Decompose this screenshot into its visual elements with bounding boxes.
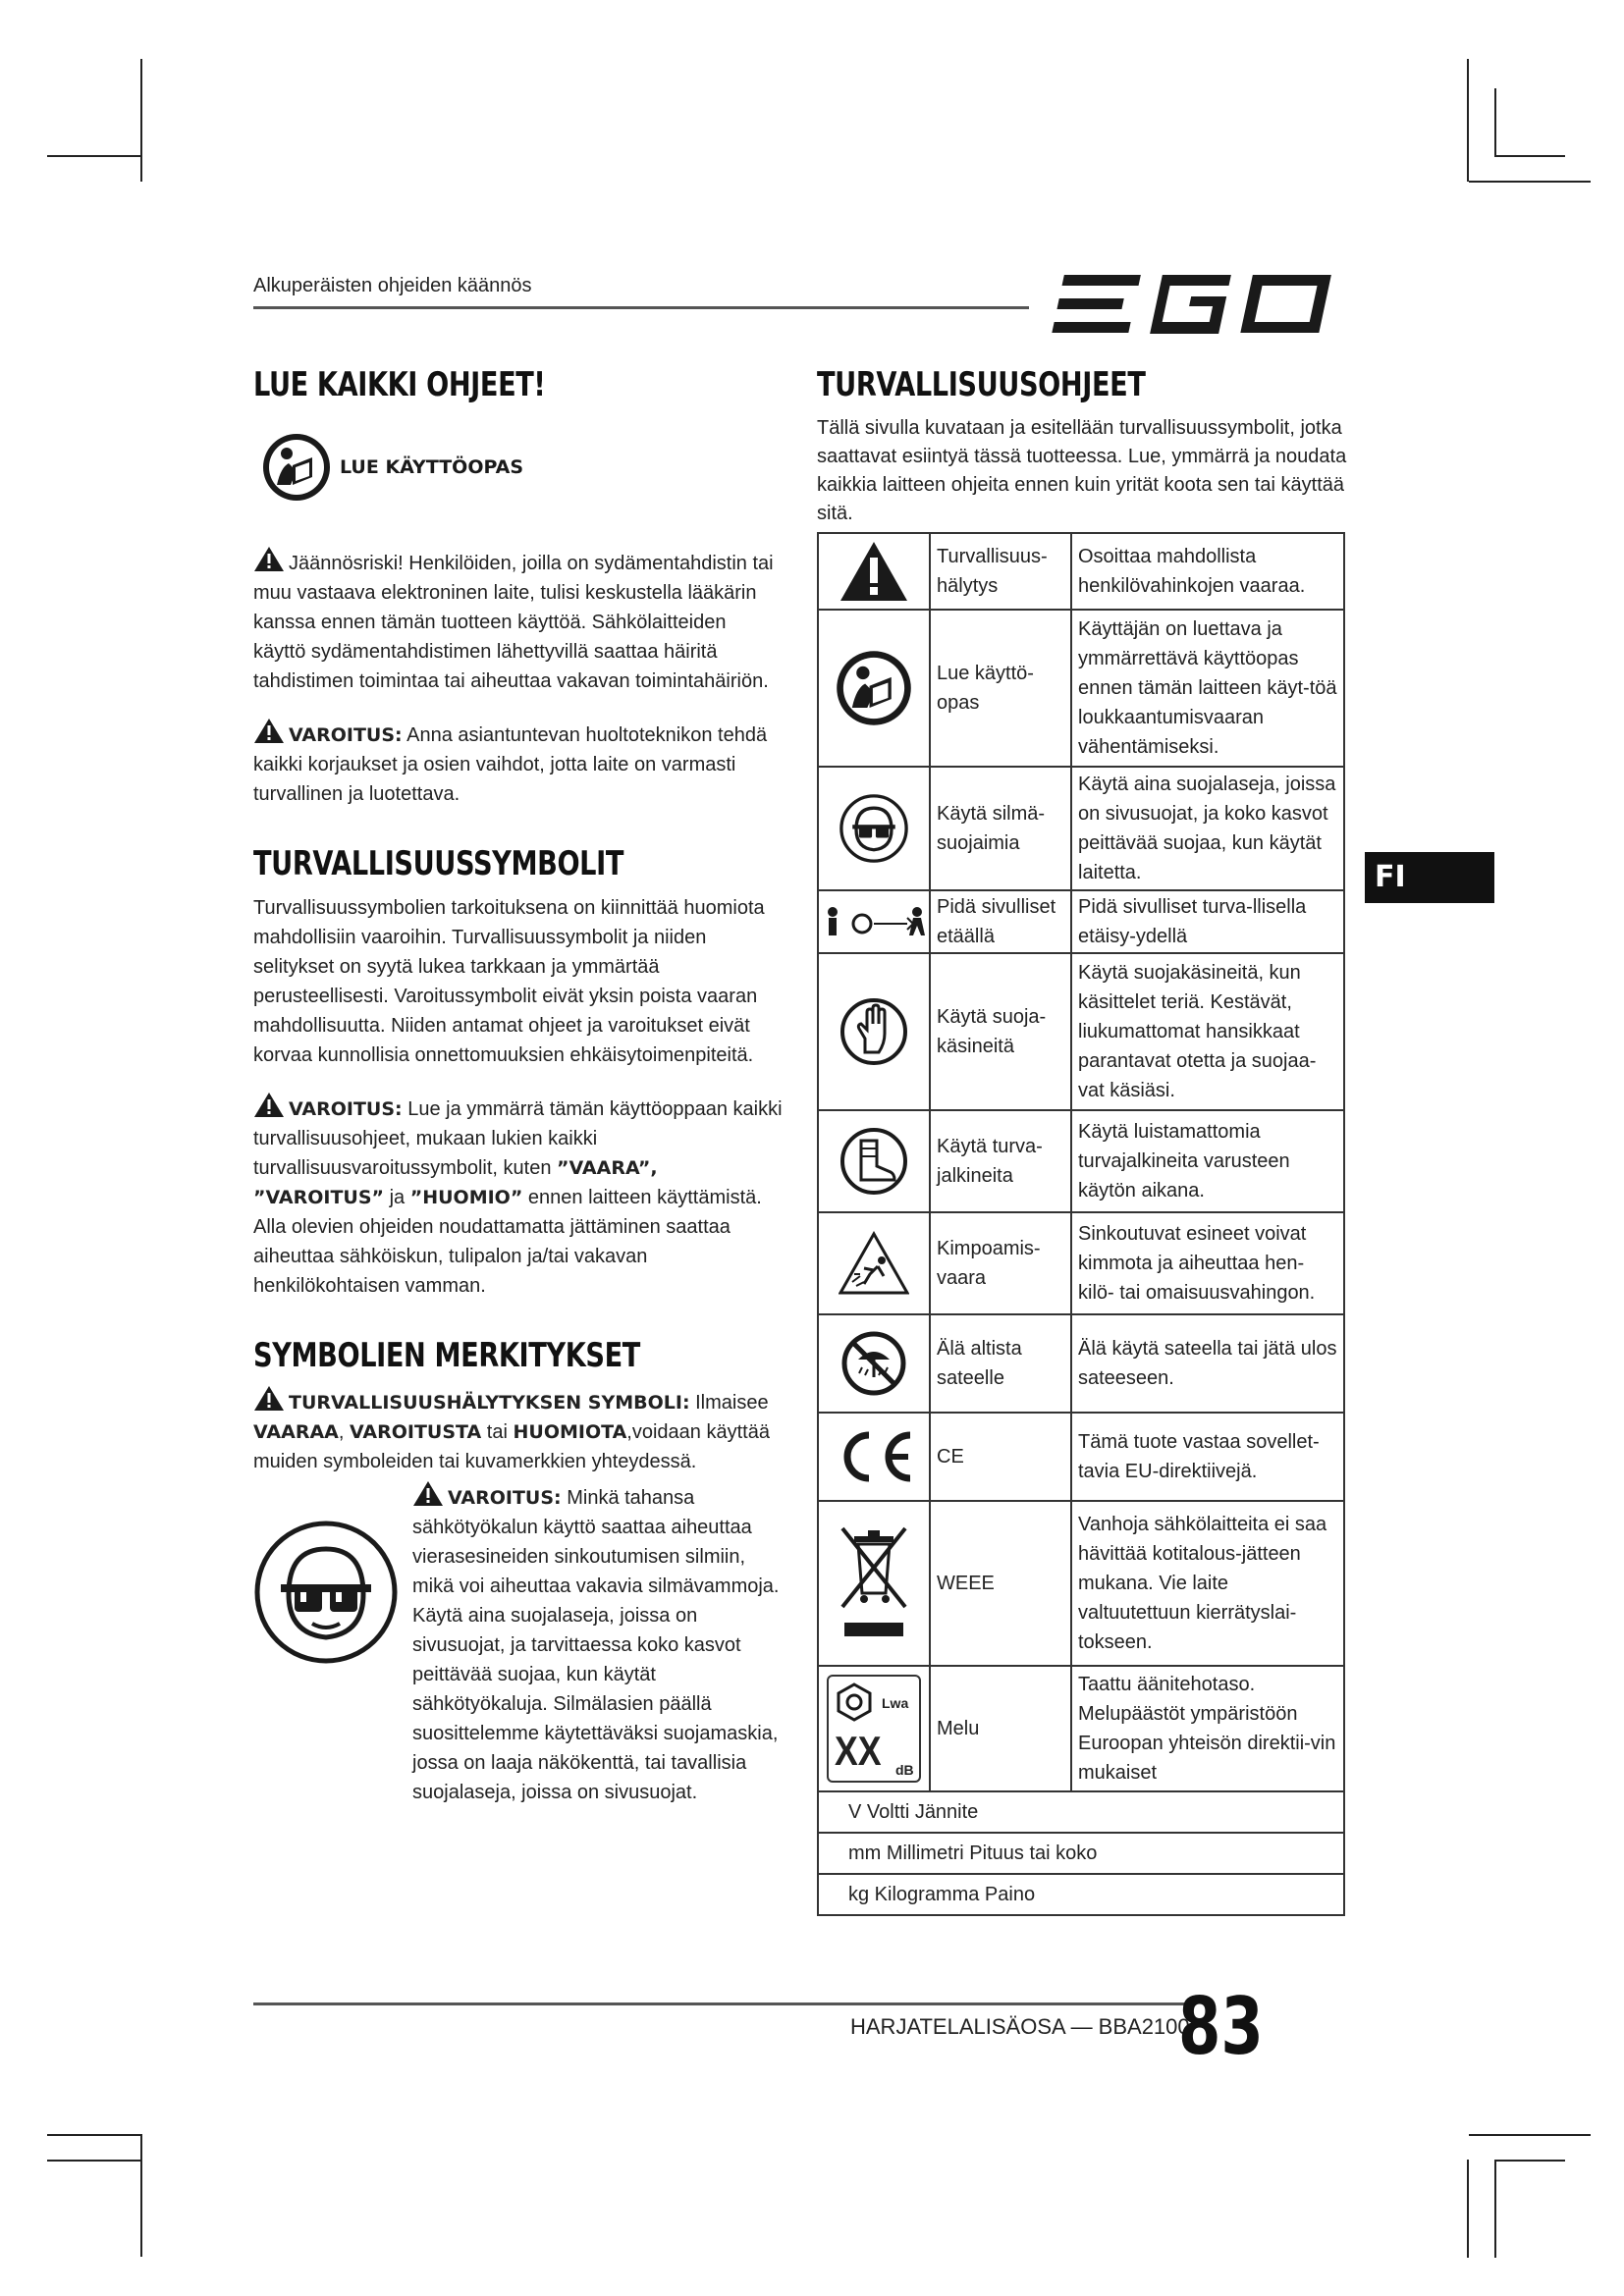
warning-repair-paragraph xyxy=(253,718,784,809)
symbol-desc: Käytä luistamattomia turvajalkineita varusteen käytön aikana. xyxy=(1071,1110,1344,1212)
heading-safety-symbols: TURVALLISUUSSYMBOLIT xyxy=(253,844,623,883)
crop-mark xyxy=(1494,2160,1565,2162)
symbol-desc: Sinkoutuvat esineet voivat kimmota ja aiheuttaa hen-kilö- tai omaisuusvahingon. xyxy=(1071,1212,1344,1314)
symbol-name: Lue käyttö-opas xyxy=(930,610,1071,767)
crop-mark xyxy=(1494,2160,1496,2258)
read-manual-badge xyxy=(261,432,784,503)
weee-bin-icon xyxy=(835,1515,913,1652)
header-subtitle: Alkuperäisten ohjeiden käännös xyxy=(253,275,532,296)
ego-logo xyxy=(1049,265,1343,344)
caution-term: ”HUOMIO” xyxy=(409,1187,523,1208)
unit-row-mm: mm Millimetri Pituus tai koko xyxy=(818,1833,1344,1874)
alert-symbol-paragraph: TURVALLISUUSHÄLYTYKSEN SYMBOLI: Ilmaisee VAARAA, VAROITUSTA tai HUOMIOTA,voidaan käyttää muiden symboleiden tai kuvamerkkien yhteydessä. xyxy=(253,1385,784,1476)
noise-level-icon xyxy=(827,1675,921,1783)
symbol-desc: Älä käytä sateella tai jätä ulos sateeseen. xyxy=(1071,1314,1344,1413)
crop-mark xyxy=(47,2160,141,2162)
symbol-name: Käytä silmä-suojaimia xyxy=(930,767,1071,890)
symbol-cell xyxy=(818,1110,930,1212)
table-row xyxy=(818,1666,1344,1791)
symbol-cell xyxy=(818,953,930,1110)
crop-mark xyxy=(47,2134,141,2136)
symbol-cell xyxy=(818,1666,930,1791)
symbol-cell xyxy=(818,1314,930,1413)
warning-repair-text: Anna asiantuntevan huoltoteknikon tehdä kaikki korjaukset ja osien vaihdot, jotta laite on varmasti turvallinen ja luotettava. xyxy=(253,724,768,805)
table-row xyxy=(818,1791,1344,1833)
symbol-name: Turvallisuus-hälytys xyxy=(930,533,1071,610)
alert-symbol-text-c: ,voidaan käyttää muiden symboleiden tai kuvamerkkien yhteydessä. xyxy=(253,1421,770,1472)
crop-mark xyxy=(1469,2134,1591,2136)
symbol-cell xyxy=(818,890,930,953)
symbol-name: WEEE xyxy=(930,1501,1071,1666)
warning-triangle-icon xyxy=(253,546,285,572)
warning-triangle-icon xyxy=(253,718,285,744)
table-row xyxy=(818,1212,1344,1314)
danger-term: VAARAA xyxy=(253,1421,339,1443)
crop-mark xyxy=(1469,181,1591,183)
noise-value: XX xyxy=(835,1728,882,1774)
table-row xyxy=(818,1874,1344,1915)
residual-risk-text: Jäännösriski! Henkilöiden, joilla on sydämentahdistin tai muu vastaava elektroninen laite, tulisi keskustella lääkärin kanssa ennen tämän tuotteen käyttöä. Sähkölaitteiden käyttö sydämentahdistimen lähettyvillä saattaa häiritä tahdistimen toimintaa tai aiheuttaa vakavan toimintahäiriön. xyxy=(253,553,774,692)
table-row xyxy=(818,1501,1344,1666)
table-row xyxy=(818,1314,1344,1413)
symbol-name: Melu xyxy=(930,1666,1071,1791)
symbol-cell xyxy=(818,610,930,767)
bystander-distance-icon xyxy=(823,902,925,941)
warning-term: VAROITUSTA xyxy=(350,1421,482,1443)
crop-mark xyxy=(140,59,142,182)
alert-triangle-icon xyxy=(839,540,909,603)
gloves-icon xyxy=(839,997,908,1066)
residual-risk-paragraph xyxy=(253,546,784,696)
eye-warning-icon-wrap xyxy=(253,1480,401,1807)
symbol-name: Pidä sivulliset etäällä xyxy=(930,890,1071,953)
warning-label: VAROITUS: xyxy=(289,1098,403,1120)
ricochet-icon xyxy=(839,1231,909,1296)
symbol-cell xyxy=(818,533,930,610)
symbol-cell xyxy=(818,1212,930,1314)
heading-safety-instructions: TURVALLISUUSOHJEET xyxy=(817,365,1146,404)
warning-read-text-c: ennen laitteen käyttämistä. Alla olevien ohjeiden noudattamatta jättäminen saattaa aiheuttaa sähköiskun, tulipalon ja/tai vakavan henkilökohtaisen vamman. xyxy=(253,1187,762,1297)
symbol-desc: Vanhoja sähkölaitteita ei saa hävittää kotitalous-jätteen mukana. Vie laite valtuutettuun kierrätyslai-tokseen. xyxy=(1071,1501,1344,1666)
crop-mark xyxy=(1494,155,1565,157)
noise-unit: dB xyxy=(895,1762,914,1778)
alert-symbol-text-a: Ilmaisee xyxy=(695,1392,769,1414)
conjunction: ja xyxy=(389,1187,406,1208)
caution-term: HUOMIOTA xyxy=(513,1421,627,1443)
eye-warning-paragraph xyxy=(412,1480,784,1807)
header-rule xyxy=(253,306,1029,309)
table-row xyxy=(818,767,1344,890)
eye-protection-icon xyxy=(839,794,908,863)
symbol-name: Älä altista sateelle xyxy=(930,1314,1071,1413)
hex-nut-icon xyxy=(835,1682,874,1722)
warning-label: VAROITUS: xyxy=(289,724,403,746)
heading-symbol-meanings: SYMBOLIEN MERKITYKSET xyxy=(253,1336,640,1375)
symbol-desc: Käytä aina suojalaseja, joissa on sivusuojat, ja koko kasvot peittävää suojaa, kun käytät laitetta. xyxy=(1071,767,1344,890)
symbol-cell xyxy=(818,1413,930,1501)
symbol-desc: Käyttäjän on luettava ja ymmärrettävä käyttöopas ennen tämän laitteen käyt-töä loukkaantumisvaaran vähentämiseksi. xyxy=(1071,610,1344,767)
right-column xyxy=(817,365,1347,1916)
table-row xyxy=(818,953,1344,1110)
no-rain-icon xyxy=(840,1330,907,1397)
eye-warning-block xyxy=(253,1480,784,1807)
warning-read-text-a: Lue ja ymmärrä tämän käyttöoppaan kaikki turvallisuusohjeet, mukaan lukien kaikki turvallisuusvaroitussymbolit, kuten xyxy=(253,1098,783,1179)
read-manual-label: LUE KÄYTTÖOPAS xyxy=(340,456,524,478)
symbol-desc: Taattu äänitehotaso. Melupäästöt ympäristöön Euroopan yhteisön direktii-vin mukaiset xyxy=(1071,1666,1344,1791)
crop-mark xyxy=(1467,59,1469,182)
symbol-name: Kimpoamis-vaara xyxy=(930,1212,1071,1314)
table-row xyxy=(818,1110,1344,1212)
ce-mark-icon xyxy=(830,1427,918,1486)
crop-mark xyxy=(140,2134,142,2257)
safety-intro-paragraph: Tällä sivulla kuvataan ja esitellään turvallisuussymbolit, jotka saattavat esiintyä tässä tuotteessa. Lue, ymmärrä ja noudata kaikkia laitteen ohjeita ennen kuin yrität koota sen tai käyttää sitä. xyxy=(817,417,1347,524)
symbol-desc: Tämä tuote vastaa sovellet-tavia EU-direktiivejä. xyxy=(1071,1413,1344,1501)
symbol-name: CE xyxy=(930,1413,1071,1501)
symbol-desc: Käytä suojakäsineitä, kun käsittelet teriä. Kestävät, liukumattomat hansikkaat parantavat otetta ja suojaa-vat käsiäsi. xyxy=(1071,953,1344,1110)
eye-warning-text: Minkä tahansa sähkötyökalun käyttö saattaa aiheuttaa vierasesineiden sinkoutumisen silmiin, mikä voi aiheuttaa vakavia silmävammoja. Käytä aina suojalaseja, joissa on sivusuojat, ja tarvittaessa koko kasvot peittävää suojaa, kun käytät sähkötyökaluja. Silmälasien päällä suosittelemme käytettäväksi suojamaskia, jossa on laaja näkökenttä, tai tavallisia suojalaseja, joissa on sivusuojat. xyxy=(412,1487,780,1803)
warning-term: ”VAROITUS” xyxy=(253,1187,385,1208)
footer-product: HARJATELALISÄOSA — BBA2100 xyxy=(850,2014,1190,2039)
read-manual-icon xyxy=(835,649,913,727)
symbol-desc: Pidä sivulliset turva-llisella etäisy-ydellä xyxy=(1071,890,1344,953)
table-row xyxy=(818,890,1344,953)
warning-triangle-icon xyxy=(412,1480,444,1507)
face-goggles-icon xyxy=(253,1520,399,1665)
warning-label: VAROITUS: xyxy=(448,1487,562,1509)
table-row xyxy=(818,533,1344,610)
symbol-name: Käytä turva-jalkineita xyxy=(930,1110,1071,1212)
symbol-cell xyxy=(818,1501,930,1666)
page-number: 83 xyxy=(1178,1981,1264,2072)
warning-triangle-icon xyxy=(253,1092,285,1118)
alert-symbol-label: TURVALLISUUSHÄLYTYKSEN SYMBOLI: xyxy=(289,1392,690,1414)
symbol-table xyxy=(817,532,1345,1916)
language-tab: FI xyxy=(1365,852,1494,903)
warning-triangle-icon xyxy=(253,1385,285,1412)
symbol-desc: Osoittaa mahdollista henkilövahinkojen vaaraa. xyxy=(1071,533,1344,610)
symbol-cell xyxy=(818,767,930,890)
table-row xyxy=(818,1413,1344,1501)
boots-icon xyxy=(839,1127,908,1196)
footer-rule xyxy=(253,2002,1186,2005)
conjunction: tai xyxy=(486,1421,508,1443)
table-row xyxy=(818,1833,1344,1874)
table-row xyxy=(818,610,1344,767)
unit-row-kg: kg Kilogramma Paino xyxy=(818,1874,1344,1915)
noise-lwa-label: Lwa xyxy=(882,1695,909,1711)
symbol-name: Käytä suoja-käsineitä xyxy=(930,953,1071,1110)
safety-symbols-paragraph: Turvallisuussymbolien tarkoituksena on kiinnittää huomiota mahdollisiin vaaroihin. Turvallisuussymbolit ja niiden selitykset on syytä lukea tarkkaan ja ymmärtää perusteellisesti. Varoitussymbolit eivät yksin poista vaaran mahdollisuutta. Niiden antamat ohjeet ja varoitukset eivät korvaa kunnollisia onnettomuuksien ehkäisytoimenpiteitä. xyxy=(253,897,765,1066)
heading-read-all: LUE KAIKKI OHJEET! xyxy=(253,365,546,404)
read-manual-icon xyxy=(261,432,332,503)
danger-term: ”VAARA”, xyxy=(557,1157,658,1179)
crop-mark xyxy=(1467,2160,1469,2258)
crop-mark xyxy=(47,155,141,157)
left-column xyxy=(253,365,784,1807)
warning-read-paragraph xyxy=(253,1092,784,1301)
crop-mark xyxy=(1494,88,1496,155)
unit-row-volt: V Voltti Jännite xyxy=(818,1791,1344,1833)
